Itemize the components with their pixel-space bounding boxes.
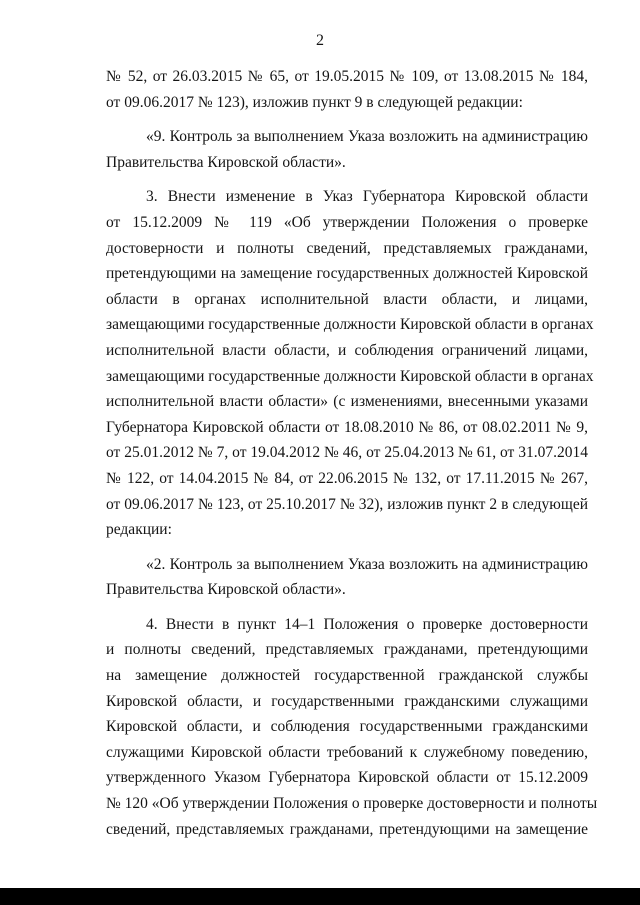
text-line: утвержденного Указом Губернатора Кировской области от 15.12.2009 xyxy=(106,769,588,787)
text-line: № 122, от 14.04.2015 № 84, от 22.06.2015 № 132, от 17.11.2015 № 267, xyxy=(106,469,588,487)
text-line: от 09.06.2017 № 123, от 25.10.2017 № 32), изложив пункт 2 в следующей xyxy=(106,495,588,513)
paragraph-item-4 xyxy=(106,612,598,842)
page-number: 2 xyxy=(316,32,324,49)
text-line: от 25.01.2012 № 7, от 19.04.2012 № 46, от 25.04.2013 № 61, от 31.07.2014 xyxy=(106,444,588,462)
text-line: на замещение должностей государственной гражданской службы xyxy=(106,667,588,685)
text-line: № 120 «Об утверждении Положения о проверке достоверности и полноты xyxy=(106,795,598,813)
text-line: исполнительной власти области, и соблюдения ограничений лицами, xyxy=(106,341,588,359)
paragraph-quote-item-9 xyxy=(106,124,588,175)
text-line: замещающими государственные должности Кировской области в органах xyxy=(106,316,594,334)
text-line: Правительства Кировской области». xyxy=(106,153,346,171)
text-line: Кировской области, и государственными гражданскими служащими xyxy=(106,692,588,710)
scan-border-bottom xyxy=(0,888,640,905)
paragraph-quote-item-2 xyxy=(106,552,588,603)
text-line: редакции: xyxy=(106,521,172,539)
paragraph-item-3 xyxy=(106,184,594,542)
text-line: от 15.12.2009 № 119 «Об утверждении Положения о проверке xyxy=(106,213,588,231)
text-line: исполнительной власти области» (с изменениями, внесенными указами xyxy=(106,393,588,411)
paragraph-continuation xyxy=(106,64,588,115)
text-line: от 09.06.2017 № 123), изложив пункт 9 в следующей редакции: xyxy=(106,93,523,111)
text-line: достоверности и полноты сведений, представляемых гражданами, xyxy=(106,239,588,257)
text-line: «9. Контроль за выполнением Указа возложить на администрацию xyxy=(146,128,588,146)
text-line: Правительства Кировской области». xyxy=(106,581,346,599)
text-line: области в органах исполнительной власти области, и лицами, xyxy=(106,290,588,308)
text-line: и полноты сведений, представляемых гражданами, претендующими xyxy=(106,641,588,659)
text-line: 3. Внести изменение в Указ Губернатора Кировской области xyxy=(146,188,588,206)
text-line: «2. Контроль за выполнением Указа возложить на администрацию xyxy=(146,555,588,573)
text-line: сведений, представляемых гражданами, претендующими на замещение xyxy=(106,820,588,838)
document-body xyxy=(106,64,598,842)
text-line: № 52, от 26.03.2015 № 65, от 19.05.2015 № 109, от 13.08.2015 № 184, xyxy=(106,68,588,85)
text-line: Кировской области, и соблюдения государственными гражданскими xyxy=(106,718,588,736)
text-line: претендующими на замещение государственных должностей Кировской xyxy=(106,265,588,283)
text-line: 4. Внести в пункт 14–1 Положения о проверке достоверности xyxy=(146,615,588,633)
text-line: Губернатора Кировской области от 18.08.2010 № 86, от 08.02.2011 № 9, xyxy=(106,418,588,436)
text-line: замещающими государственные должности Кировской области в органах xyxy=(106,367,594,385)
text-line: служащими Кировской области требований к служебному поведению, xyxy=(106,743,588,761)
